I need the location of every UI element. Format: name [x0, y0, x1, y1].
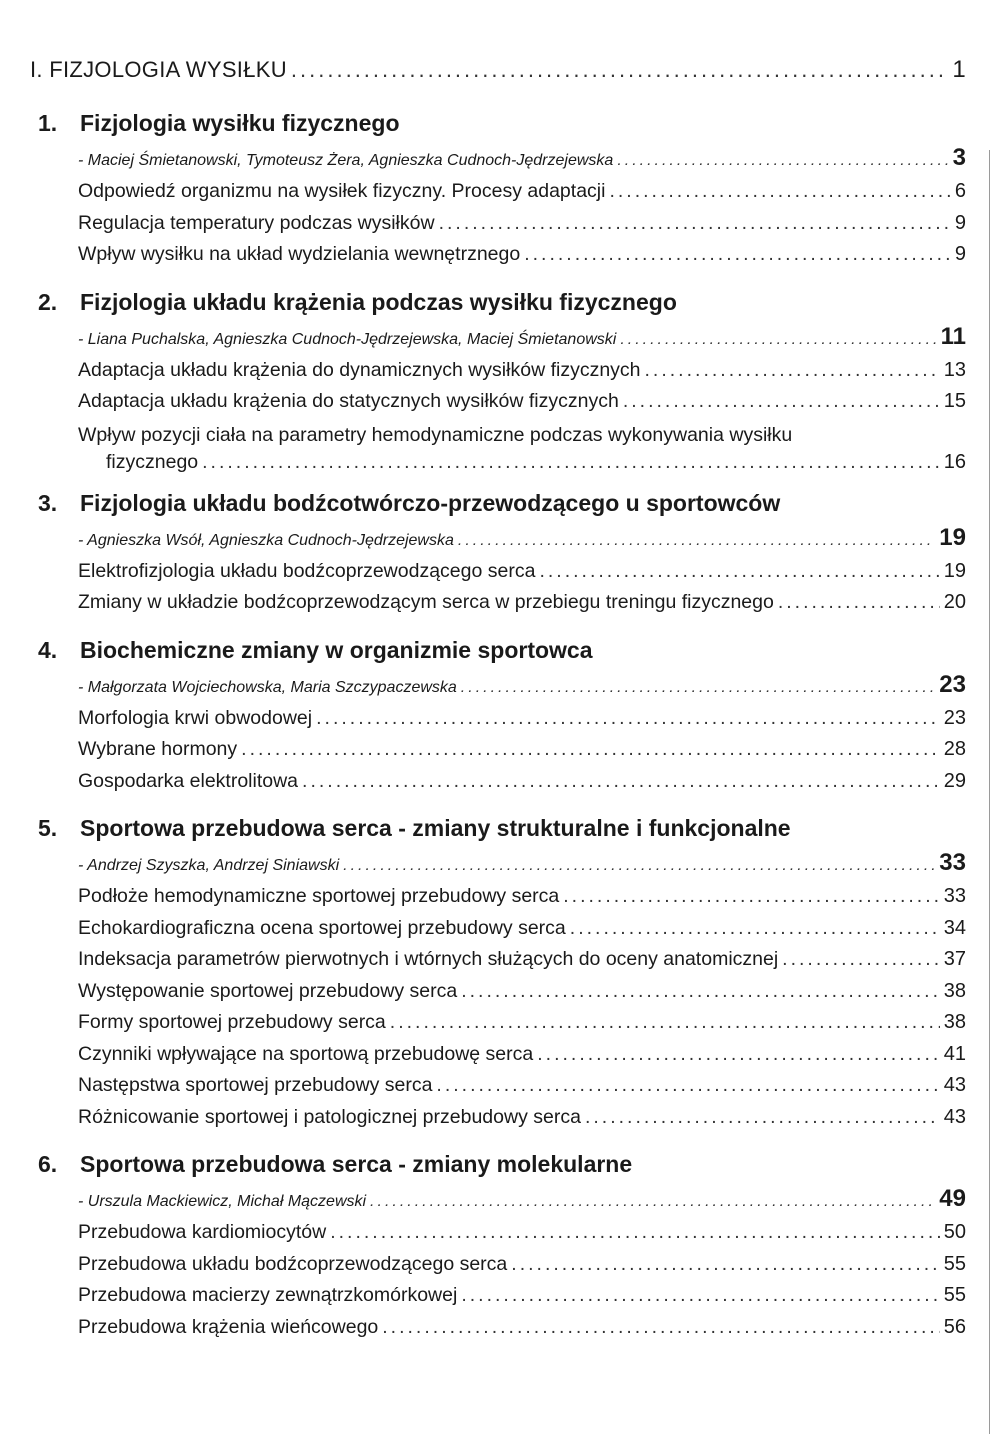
chapter-number: 6. — [38, 1151, 58, 1177]
section-page: 34 — [943, 916, 966, 939]
chapter-authors: - Maciej Śmietanowski, Tymoteusz Żera, Agnieszka Cudnoch-Jędrzejewska — [78, 152, 614, 169]
chapter-number: 2. — [38, 288, 58, 315]
leader-dots — [778, 591, 940, 614]
section-row — [78, 1106, 966, 1138]
section-row — [78, 1043, 966, 1075]
section-title: Odpowiedź organizmu na wysiłek fizyczny. Procesy adaptacji — [78, 180, 606, 202]
section-title: Czynniki wpływające na sportową przebudowę serca — [78, 1042, 534, 1065]
chapter-authors-row — [30, 1185, 966, 1217]
section-page: 9 — [954, 243, 966, 265]
section-row — [78, 212, 966, 244]
section-page: 33 — [943, 885, 966, 907]
section-page: 19 — [943, 559, 966, 582]
section-row — [78, 1221, 966, 1253]
chapter-heading — [30, 1151, 966, 1185]
chapter-heading — [30, 815, 966, 849]
chapter-authors: - Andrzej Szyszka, Andrzej Siniawski — [78, 857, 340, 874]
section-title: Następstwa sportowej przebudowy serca — [78, 1074, 433, 1096]
section-title: Adaptacja układu krążenia do dynamicznych wysiłków fizycznych — [78, 358, 641, 381]
section-page: 6 — [954, 180, 966, 202]
section-page: 29 — [943, 769, 966, 792]
section-title: Przebudowa macierzy zewnątrzkomórkowej — [78, 1284, 458, 1306]
section-title: Zmiany w układzie bodźcoprzewodzącym serca w przebiegu treningu fizycznego — [78, 591, 774, 613]
section-title: Indeksacja parametrów pierwotnych i wtórnych służących do oceny anatomicznej — [78, 948, 779, 970]
chapter-4 — [30, 637, 966, 802]
chapter-number: 5. — [38, 815, 58, 841]
section-list — [30, 885, 966, 1137]
section-list — [30, 359, 966, 476]
section-row — [78, 243, 966, 275]
chapter-heading — [30, 490, 966, 524]
section-title-continuation: fizycznego — [106, 450, 199, 473]
chapter-title: Sportowa przebudowa serca - zmiany strukturalne i funkcjonalne — [80, 815, 791, 841]
leader-dots — [623, 390, 940, 413]
chapter-authors-row — [30, 323, 966, 355]
section-page: 38 — [943, 1011, 966, 1033]
chapter-page: 49 — [939, 1185, 966, 1212]
section-row — [78, 1284, 966, 1316]
section-page: 43 — [943, 1105, 966, 1128]
leader-dots — [370, 1193, 935, 1211]
chapter-title: Fizjologia układu bodźcotwórczo-przewodzącego u sportowców — [80, 489, 781, 516]
chapter-page: 33 — [939, 849, 966, 876]
section-row — [78, 591, 966, 623]
section-list — [30, 707, 966, 802]
chapter-number: 1. — [38, 110, 58, 136]
chapter-6 — [30, 1151, 966, 1347]
leader-dots — [609, 180, 950, 203]
leader-dots — [202, 449, 940, 476]
leader-dots — [620, 331, 936, 349]
section-title: Podłoże hemodynamiczne sportowej przebudowy serca — [78, 885, 560, 907]
leader-dots — [537, 1043, 940, 1066]
chapter-authors: - Agnieszka Wsół, Agnieszka Cudnoch-Jędrzejewska — [78, 531, 454, 549]
chapter-authors-row — [30, 524, 966, 556]
section-row — [78, 359, 966, 391]
chapter-page: 19 — [939, 523, 966, 551]
section-row — [78, 1316, 966, 1348]
leader-dots — [436, 1074, 939, 1097]
section-row — [78, 948, 966, 980]
chapter-3 — [30, 490, 966, 623]
leader-dots — [645, 359, 940, 382]
leader-dots — [316, 707, 940, 730]
leader-dots — [617, 152, 948, 170]
leader-dots — [458, 532, 935, 550]
section-page: 50 — [943, 1221, 966, 1243]
leader-dots — [461, 1284, 939, 1307]
chapter-title: Biochemiczne zmiany w organizmie sportowca — [80, 636, 593, 663]
leader-dots — [539, 560, 939, 583]
chapter-5 — [30, 815, 966, 1137]
chapter-authors-row — [30, 671, 966, 703]
section-title: Regulacja temperatury podczas wysiłków — [78, 211, 435, 234]
section-page: 15 — [943, 390, 966, 412]
section-title: Występowanie sportowej przebudowy serca — [78, 979, 458, 1002]
section-page: 56 — [943, 1315, 966, 1338]
leader-dots — [343, 857, 935, 875]
leader-dots — [291, 57, 948, 83]
section-page: 28 — [943, 738, 966, 760]
section-title: Przebudowa kardiomiocytów — [78, 1221, 327, 1243]
section-page: 9 — [954, 211, 966, 234]
section-row — [78, 560, 966, 592]
section-row — [78, 885, 966, 917]
leader-dots — [461, 679, 936, 697]
chapter-number: 3. — [38, 489, 58, 516]
section-page: 55 — [943, 1252, 966, 1275]
section-row — [78, 390, 966, 422]
section-row — [78, 917, 966, 949]
section-page: 20 — [943, 591, 966, 613]
leader-dots — [302, 770, 940, 793]
leader-dots — [782, 948, 940, 971]
chapter-number: 4. — [38, 636, 58, 663]
chapter-heading — [30, 289, 966, 323]
leader-dots — [570, 917, 940, 940]
section-title: Różnicowanie sportowej i patologicznej przebudowy serca — [78, 1105, 581, 1128]
section-page: 37 — [943, 948, 966, 970]
part-title-row — [30, 56, 966, 96]
chapter-2 — [30, 289, 966, 476]
section-continuation-row — [78, 449, 966, 476]
chapter-authors: - Urszula Mackiewicz, Michał Mączewski — [78, 1193, 367, 1210]
leader-dots — [524, 243, 951, 266]
section-title: Przebudowa układu bodźcoprzewodzącego serca — [78, 1252, 508, 1275]
leader-dots — [585, 1106, 940, 1129]
section-list — [30, 560, 966, 623]
section-title: Morfologia krwi obwodowej — [78, 706, 313, 729]
section-title: Wpływ pozycji ciała na parametry hemodynamiczne podczas wykonywania wysiłku — [78, 423, 793, 446]
chapter-heading — [30, 110, 966, 144]
section-page: 13 — [943, 358, 966, 381]
leader-dots — [461, 980, 940, 1003]
leader-dots — [382, 1316, 939, 1339]
section-title: Przebudowa krążenia wieńcowego — [78, 1315, 379, 1338]
chapter-1 — [30, 110, 966, 275]
section-title: Wpływ wysiłku na układ wydzielania wewnętrznego — [78, 243, 521, 265]
chapter-title: Sportowa przebudowa serca - zmiany molekularne — [80, 1151, 633, 1177]
section-page: 38 — [943, 979, 966, 1002]
chapter-page: 3 — [952, 144, 966, 171]
leader-dots — [330, 1221, 940, 1244]
section-row — [78, 980, 966, 1012]
section-row — [78, 1074, 966, 1106]
chapter-authors: - Małgorzata Wojciechowska, Maria Szczypaczewska — [78, 678, 457, 696]
section-list — [30, 180, 966, 275]
leader-dots — [439, 212, 951, 235]
chapter-page: 23 — [939, 670, 966, 698]
section-row — [78, 1253, 966, 1285]
chapter-authors: - Liana Puchalska, Agnieszka Cudnoch-Jędrzejewska, Maciej Śmietanowski — [78, 330, 617, 348]
part-page: 1 — [952, 56, 966, 83]
chapter-authors-row — [30, 144, 966, 176]
chapter-title: Fizjologia układu krążenia podczas wysiłku fizycznego — [80, 288, 677, 315]
scan-edge-line — [989, 150, 990, 1434]
table-of-contents — [30, 50, 966, 1347]
section-row — [78, 707, 966, 739]
section-page: 41 — [943, 1042, 966, 1065]
part-title: I. FIZJOLOGIA WYSIŁKU — [30, 57, 287, 82]
section-page: 43 — [943, 1074, 966, 1096]
section-row — [78, 770, 966, 802]
chapter-heading — [30, 637, 966, 671]
section-row — [78, 1011, 966, 1043]
section-list — [30, 1221, 966, 1347]
section-page: 23 — [943, 706, 966, 729]
leader-dots — [241, 738, 940, 761]
chapter-authors-row — [30, 849, 966, 881]
section-page: 55 — [943, 1284, 966, 1306]
section-page: 16 — [943, 450, 966, 473]
leader-dots — [390, 1011, 940, 1034]
section-title: Gospodarka elektrolitowa — [78, 769, 299, 792]
section-row — [78, 180, 966, 212]
section-title: Elektrofizjologia układu bodźcoprzewodzącego serca — [78, 559, 536, 582]
leader-dots — [511, 1253, 939, 1276]
section-title: Adaptacja układu krążenia do statycznych wysiłków fizycznych — [78, 390, 619, 412]
section-title: Formy sportowej przebudowy serca — [78, 1011, 386, 1033]
section-row — [78, 738, 966, 770]
section-title: Echokardiograficzna ocena sportowej przebudowy serca — [78, 916, 566, 939]
section-row-multiline — [78, 422, 966, 476]
chapter-page: 11 — [940, 322, 966, 350]
leader-dots — [563, 885, 939, 908]
section-title: Wybrane hormony — [78, 738, 238, 760]
chapter-title: Fizjologia wysiłku fizycznego — [80, 110, 400, 136]
